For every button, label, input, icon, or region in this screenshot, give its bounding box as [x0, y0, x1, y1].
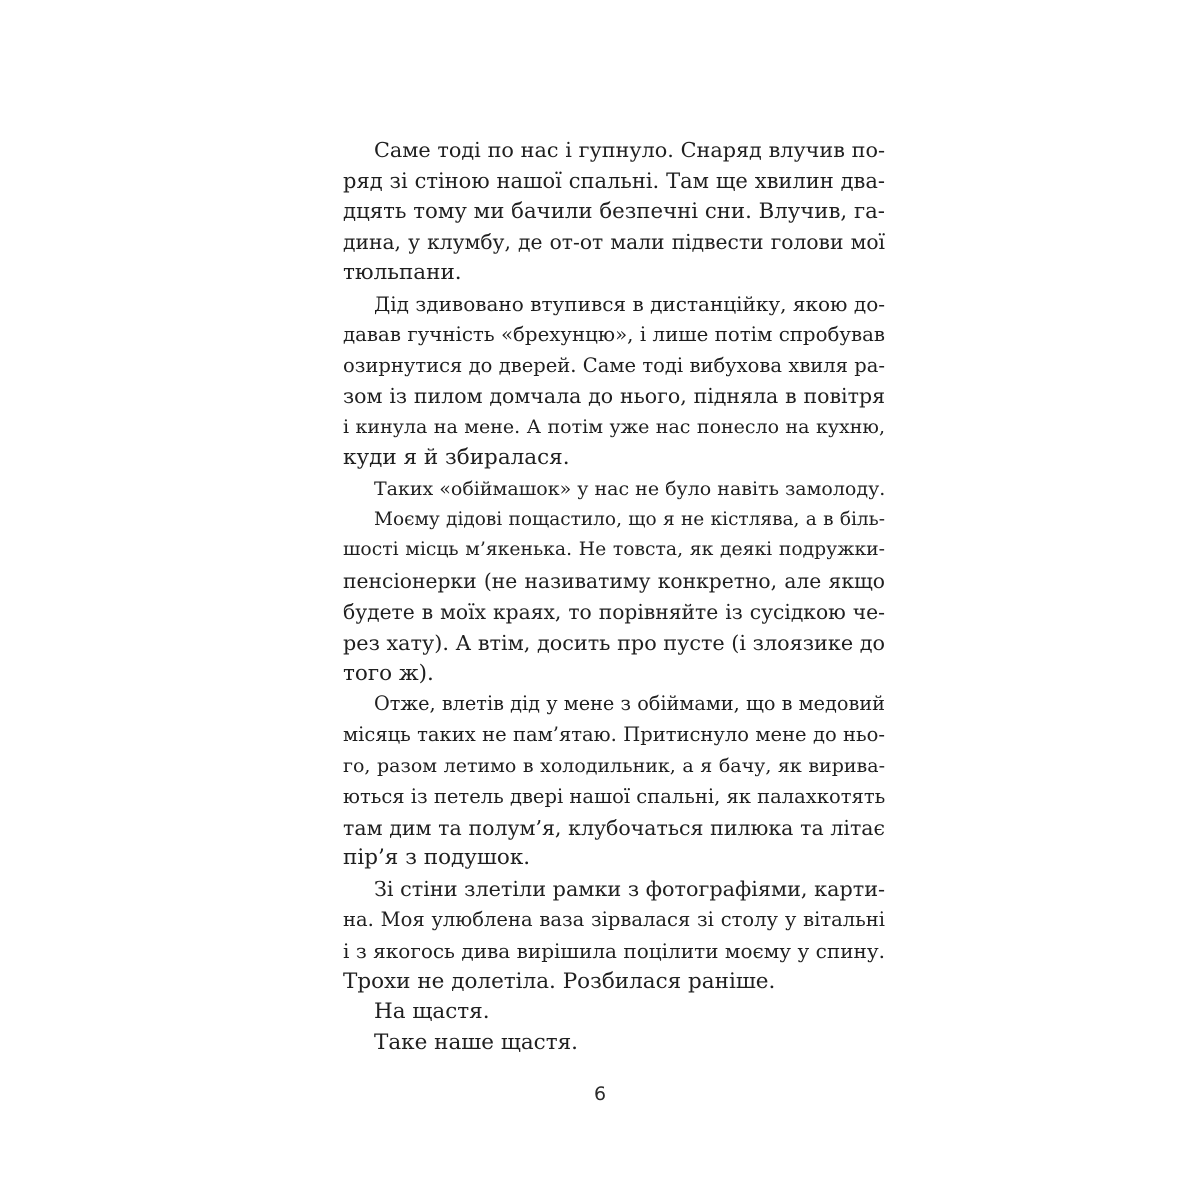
text-line: Зі стіни злетіли рамки з фотографіями, карти-: [374, 877, 886, 902]
page-number: 6: [593, 1083, 607, 1105]
paragraph: [343, 505, 885, 690]
text-line: тюльпани.: [343, 260, 462, 286]
text-line: Таке наше щастя.: [374, 1030, 578, 1056]
text-line: зом із пилом домчала до нього, підняла в повітря: [343, 384, 885, 409]
text-line: пір’я з подушок.: [343, 845, 531, 871]
text-line: місяць таких не пам’ятаю. Притиснуло мене до ньо-: [343, 723, 885, 747]
text-line: Моєму дідові пощастило, що я не кістлява, а в біль-: [374, 508, 885, 530]
text-line: там дим та полум’я, клубочаться пилюка та літає: [343, 815, 885, 840]
paragraph: [343, 1028, 885, 1059]
text-line: го, разом летимо в холодильник, а я бачу, як вирива-: [343, 754, 885, 777]
body-text: [343, 135, 885, 1059]
text-line: Трохи не долетіла. Розбилася раніше.: [343, 968, 776, 994]
text-line: Отже, влетів дід у мене з обіймами, що в медовий: [374, 692, 885, 716]
paragraph: [343, 689, 885, 874]
text-line: пенсіонерки (не називатиму конкретно, але якщо: [343, 569, 885, 594]
paragraph: [343, 289, 885, 474]
text-line: рез хату). А втім, досить про пусте (і злоязике до: [343, 630, 885, 655]
text-line: будете в моїх краях, то порівняйте із сусідкою че-: [343, 599, 885, 624]
text-line: дина, у клумбу, де от-от мали підвести голови мої: [343, 230, 885, 255]
text-line: На щастя.: [374, 999, 490, 1025]
text-line: на. Моя улюблена ваза зірвалася зі столу у вітальні: [343, 907, 885, 931]
text-line: Саме тоді по нас і гупнуло. Снаряд влучив по-: [374, 138, 885, 162]
text-line: і з якогось дива вирішила поцілити моєму у спину.: [343, 938, 885, 963]
text-line: куди я й збиралася.: [343, 444, 570, 470]
text-line: ряд зі стіною нашої спальні. Там ще хвилин два-: [343, 168, 885, 193]
text-line: Дід здивовано втупився в дистанційку, якою до-: [374, 291, 885, 316]
paragraph: [343, 874, 885, 997]
text-line: Таких «обіймашок» у нас не було навіть замолоду.: [374, 477, 886, 500]
text-line: шості місць м’якенька. Не товста, як деякі подружки-: [343, 539, 885, 561]
text-line: того ж).: [343, 660, 434, 686]
text-line: озирнутися до дверей. Саме тоді вибухова хвиля ра-: [343, 353, 885, 377]
text-line: дцять тому ми бачили безпечні сни. Влучив, га-: [343, 198, 885, 224]
text-line: і кинула на мене. А потім уже нас понесло на кухню,: [343, 416, 885, 439]
text-line: давав гучність «брехунцю», і лише потім спробував: [343, 322, 885, 346]
text-line: ються із петель двері нашої спальні, як палахкотять: [343, 784, 886, 808]
paragraph: [343, 997, 885, 1028]
paragraph: [343, 135, 885, 289]
paragraph: [343, 474, 885, 505]
